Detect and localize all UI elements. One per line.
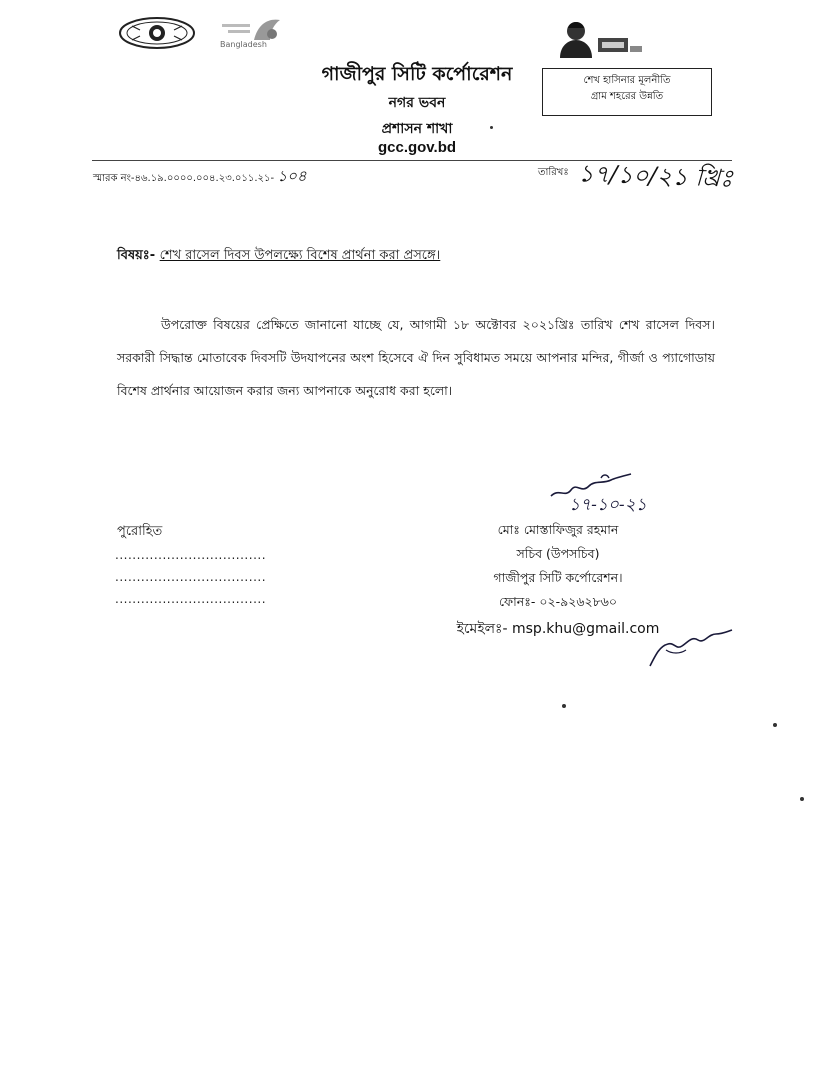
scan-speck: [773, 723, 777, 727]
handwritten-signature: [646, 624, 736, 670]
memo-handwritten-number: ১০৪: [277, 167, 307, 185]
recipient-line-3: ...................................: [115, 592, 267, 606]
letter-body: [117, 308, 715, 407]
digital-bangladesh-text: Bangladesh: [220, 40, 267, 49]
signature-handwritten-date: ১৭-১০-২১: [569, 495, 647, 514]
website: gcc.gov.bd: [377, 139, 457, 156]
signer-email: ইমেইলঃ- msp.khu@gmail.com: [456, 621, 660, 637]
recipient-title: পুরোহিত: [117, 524, 163, 539]
organization-name: গাজীপুর সিটি কর্পোরেশন: [321, 63, 513, 85]
body-paragraph: উপরোক্ত বিষয়ের প্রেক্ষিতে জানানো যাচ্ছে যে, আগামী ১৮ অক্টোবর ২০২১খ্রিঃ তারিখ শেখ রাসেল দিবস। সরকারী সিদ্ধান্ত মোতাবেক দিবসটি উদযাপনের অংশ হিসেবে ঐ দিন সুবিধামত সময়ে আপনার মন্দির, গীর্জা ও প্যাগোডায় বিশেষ প্রার্থনার আয়োজন করার জন্য আপনাকে অনুরোধ করা হলো।: [117, 317, 715, 398]
scan-speck: [562, 704, 566, 708]
branch-name: প্রশাসন শাখা: [381, 121, 453, 137]
subject-label: বিষয়ঃ-: [117, 248, 156, 263]
signer-phone: ফোনঃ- ০২-৯২৬২৮৬০: [498, 594, 618, 609]
motto-line-2: গ্রাম শহরের উন্নতি: [590, 91, 664, 102]
recipient-line-1: ...................................: [115, 548, 267, 562]
subject-line: [117, 246, 440, 267]
scan-speck: [490, 126, 493, 129]
handwritten-date: ১৭/১০/২১ খ্রিঃ: [577, 159, 734, 193]
memo-number: [93, 165, 307, 190]
signer-organization: গাজীপুর সিটি কর্পোরেশন।: [493, 570, 623, 585]
motto-line-1: শেখ হাসিনার মূলনীতি: [583, 75, 671, 86]
signer-name: মোঃ মোস্তাফিজুর রহমান: [497, 522, 619, 537]
digital-bangladesh-logo: [218, 14, 284, 54]
sheikh-hasina-portrait-emblem: [552, 16, 644, 60]
scan-speck: [800, 797, 804, 801]
subject-text: শেখ রাসেল দিবস উপলক্ষ্যে বিশেষ প্রার্থনা করা প্রসঙ্গে।: [159, 248, 441, 263]
memo-label: স্মারক নং-৪৬.১৯.০০০০.০০৪.২৩.০১১.২১-: [93, 173, 275, 184]
signer-designation: সচিব (উপসচিব): [516, 546, 600, 561]
gcc-seal-logo: [118, 16, 196, 50]
handwritten-signature-initial: [545, 470, 715, 514]
building-name: নগর ভবন: [388, 95, 446, 111]
motto-box: [542, 68, 712, 116]
date-label: তারিখঃ: [538, 167, 569, 178]
recipient-line-2: ...................................: [115, 570, 267, 584]
